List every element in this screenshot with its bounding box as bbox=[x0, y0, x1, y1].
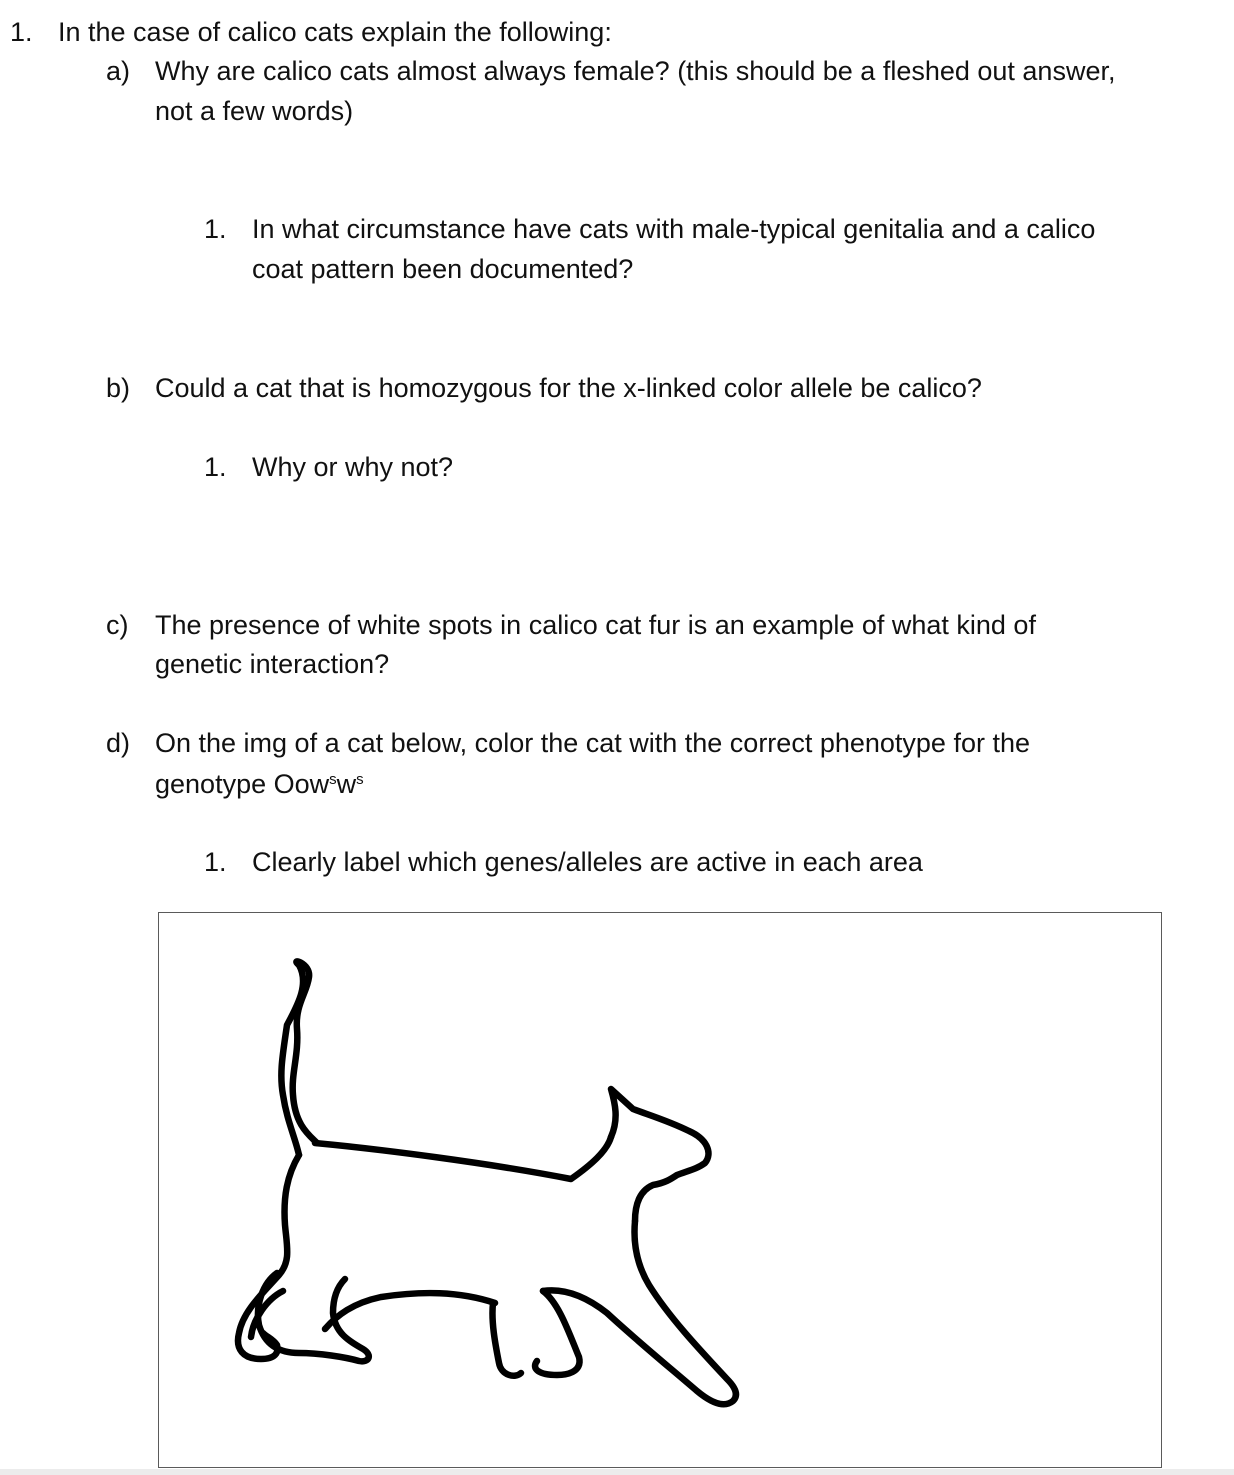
part-b-line1: Could a cat that is homozygous for the x-linked color allele be calico? bbox=[155, 373, 982, 403]
part-d-sub-line1: Clearly label which genes/alleles are active in each area bbox=[252, 847, 923, 877]
part-a-marker: a) bbox=[106, 56, 131, 86]
part-a-sub-number: 1. bbox=[204, 214, 227, 244]
part-d-line2 bbox=[155, 764, 364, 804]
part-a-line1: Why are calico cats almost always female? (this should be a fleshed out answer, bbox=[155, 56, 1116, 86]
genotype-sup-1: s bbox=[329, 771, 337, 788]
part-c-marker: c) bbox=[106, 610, 129, 640]
part-b-sub-line1: Why or why not? bbox=[252, 452, 454, 482]
part-b-marker: b) bbox=[106, 373, 131, 403]
cat-belly bbox=[325, 1293, 495, 1329]
cat-figure-frame bbox=[158, 912, 1162, 1468]
cat-hind-leg-2 bbox=[258, 1273, 369, 1361]
part-a-sub-line2: coat pattern been documented? bbox=[252, 254, 634, 284]
cat-outline-icon bbox=[159, 913, 1160, 1466]
page-bottom-edge bbox=[0, 1469, 1234, 1475]
genotype-sup-2: s bbox=[356, 771, 364, 788]
cat-hind-leg bbox=[238, 1155, 299, 1359]
part-d-marker: d) bbox=[106, 728, 131, 758]
part-c-line2: genetic interaction? bbox=[155, 649, 390, 679]
part-a-sub-line1: In what circumstance have cats with male-typical genitalia and a calico bbox=[252, 214, 1096, 244]
part-a-line2: not a few words) bbox=[155, 96, 354, 126]
cat-head bbox=[611, 1089, 708, 1221]
cat-chest bbox=[543, 1221, 736, 1404]
part-c-line1: The presence of white spots in calico cat fur is an example of what kind of bbox=[155, 610, 1036, 640]
cat-hind-thigh bbox=[492, 1303, 521, 1376]
question-number: 1. bbox=[10, 17, 33, 47]
part-b-sub-number: 1. bbox=[204, 452, 227, 482]
cat-front-leg bbox=[535, 1291, 580, 1375]
genotype-prefix: genotype Oow bbox=[155, 769, 330, 799]
part-d-line1: On the img of a cat below, color the cat with the correct phenotype for the bbox=[155, 728, 1030, 758]
genotype-mid: w bbox=[336, 769, 357, 799]
cat-back bbox=[315, 1137, 611, 1179]
part-d-sub-number: 1. bbox=[204, 847, 227, 877]
question-text: In the case of calico cats explain the following: bbox=[58, 17, 612, 47]
